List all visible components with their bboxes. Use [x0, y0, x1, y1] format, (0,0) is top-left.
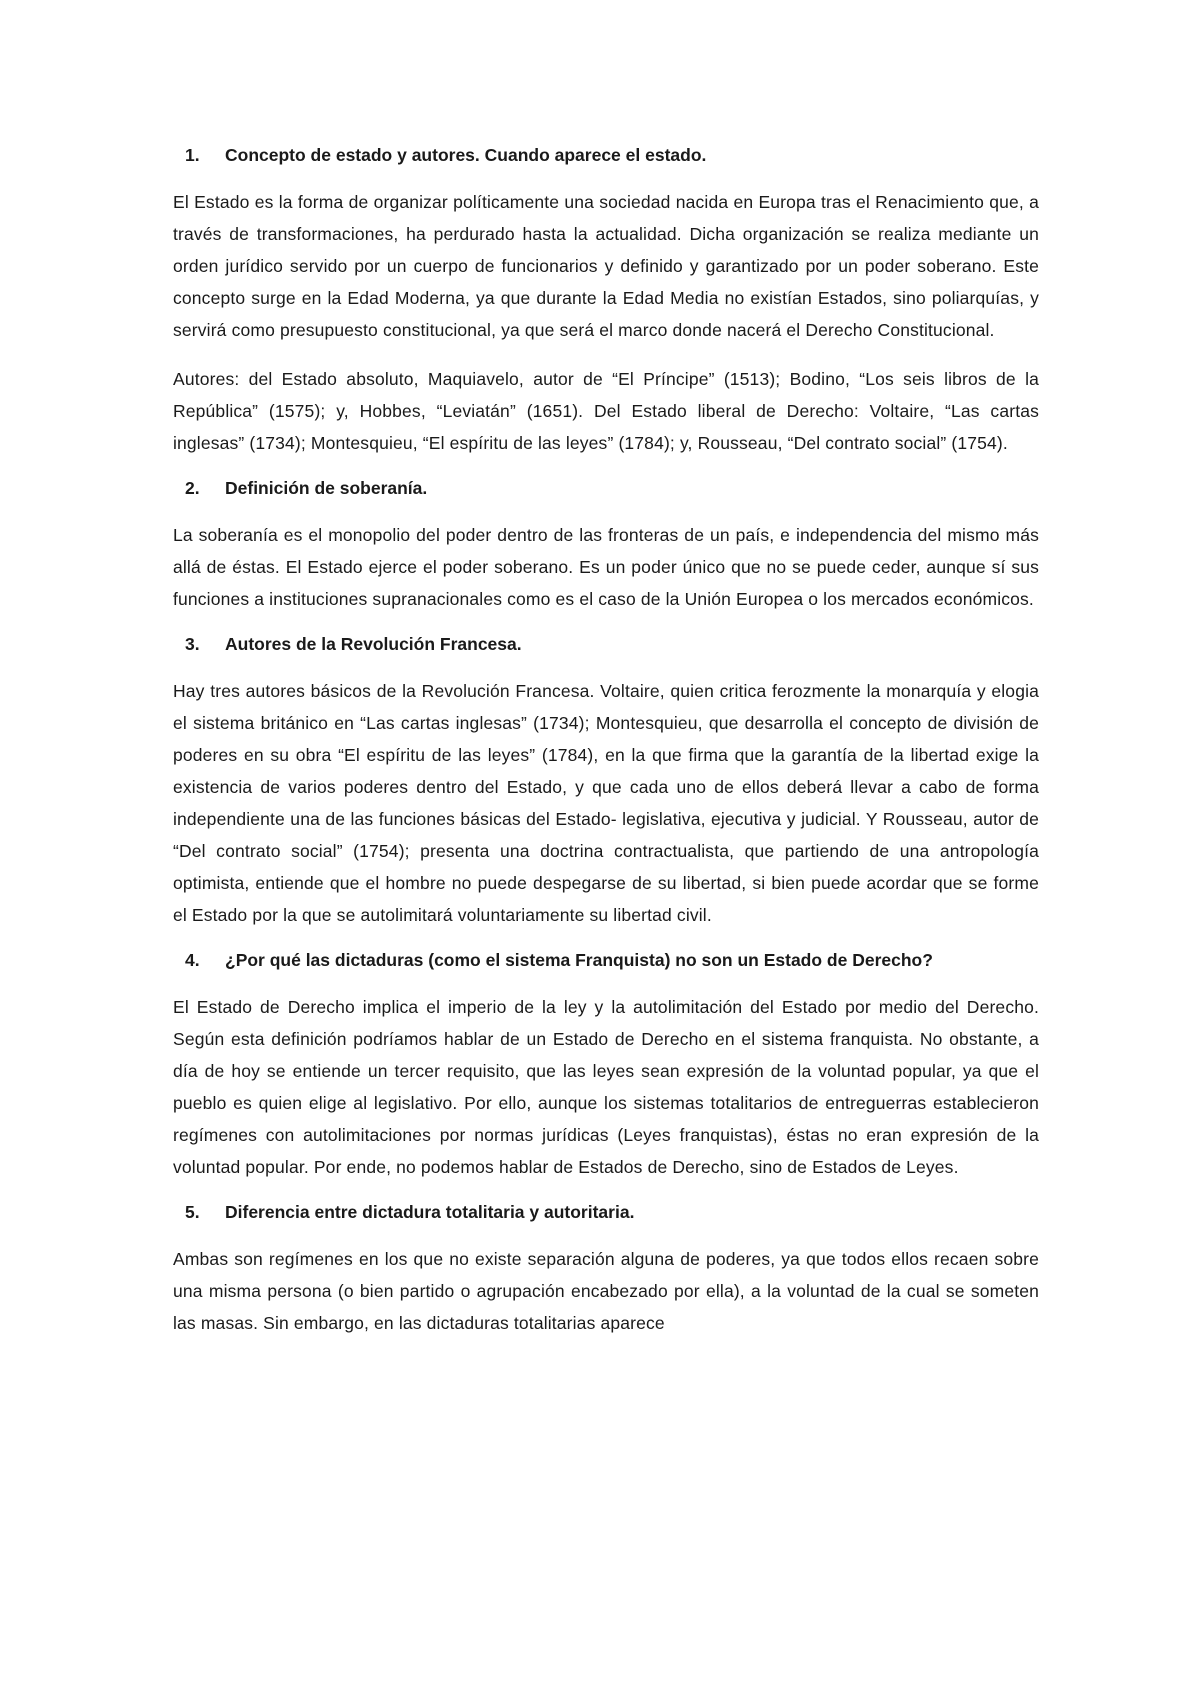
section-title: Definición de soberanía.	[225, 478, 428, 498]
section-title: Diferencia entre dictadura totalitaria y autoritaria.	[225, 1202, 635, 1222]
section-2-heading	[173, 476, 1039, 500]
section-3-paragraph-1: Hay tres autores básicos de la Revolución Francesa. Voltaire, quien critica ferozmente la monarquía y elogia el sistema británico en “Las cartas inglesas” (1734); Montesquieu, que desarrolla el concepto de división de poderes en su obra “El espíritu de las leyes” (1784), en la que firma que la garantía de la libertad exige la existencia de varios poderes dentro del Estado, y que cada uno de ellos deberá llevar a cabo de forma independiente una de las funciones básicas del Estado- legislativa, ejecutiva y judicial. Y Rousseau, autor de “Del contrato social” (1754); presenta una doctrina contractualista, que partiendo de una antropología optimista, entiende que el hombre no puede despegarse de su libertad, si bien puede acordar que se forme el Estado por la que se autolimitará voluntariamente su libertad civil.	[173, 681, 1039, 925]
section-title: Autores de la Revolución Francesa.	[225, 634, 522, 654]
section-5-heading	[173, 1200, 1039, 1224]
section-4-heading	[173, 948, 1039, 972]
section-5-paragraph-1: Ambas son regímenes en los que no existe separación alguna de poderes, ya que todos ellos recaen sobre una misma persona (o bien partido o agrupación encabezado por ella), a la voluntad de la cual se someten las masas. Sin embargo, en las dictaduras totalitarias aparece	[173, 1249, 1039, 1333]
section-number: 2.	[185, 478, 200, 498]
section-1-paragraph-1: El Estado es la forma de organizar políticamente una sociedad nacida en Europa tras el Renacimiento que, a través de transformaciones, ha perdurado hasta la actualidad. Dicha organización se realiza mediante un orden jurídico servido por un cuerpo de funcionarios y definido y garantizado por un poder soberano. Este concepto surge en la Edad Moderna, ya que durante la Edad Media no existían Estados, sino poliarquías, y servirá como presupuesto constitucional, ya que será el marco donde nacerá el Derecho Constitucional.	[173, 192, 1039, 340]
section-title: ¿Por qué las dictaduras (como el sistema Franquista) no son un Estado de Derecho?	[225, 950, 933, 970]
section-3-heading	[173, 632, 1039, 656]
document-body	[173, 143, 1039, 1356]
section-1-paragraph-2: Autores: del Estado absoluto, Maquiavelo, autor de “El Príncipe” (1513); Bodino, “Los seis libros de la República” (1575); y, Hobbes, “Leviatán” (1651). Del Estado liberal de Derecho: Voltaire, “Las cartas inglesas” (1734); Montesquieu, “El espíritu de las leyes” (1784); y, Rousseau, “Del contrato social” (1754).	[173, 369, 1039, 453]
section-number: 5.	[185, 1202, 200, 1222]
section-1-heading	[173, 143, 1039, 167]
section-4-paragraph-1: El Estado de Derecho implica el imperio de la ley y la autolimitación del Estado por medio del Derecho. Según esta definición podríamos hablar de un Estado de Derecho en el sistema franquista. No obstante, a día de hoy se entiende un tercer requisito, que las leyes sean expresión de la voluntad popular, ya que el pueblo es quien elige al legislativo. Por ello, aunque los sistemas totalitarios de entreguerras establecieron regímenes con autolimitaciones por normas jurídicas (Leyes franquistas), éstas no eran expresión de la voluntad popular. Por ende, no podemos hablar de Estados de Derecho, sino de Estados de Leyes.	[173, 997, 1039, 1177]
section-number: 4.	[185, 950, 200, 970]
section-number: 3.	[185, 634, 200, 654]
section-number: 1.	[185, 145, 200, 165]
section-title: Concepto de estado y autores. Cuando aparece el estado.	[225, 145, 707, 165]
section-2-paragraph-1: La soberanía es el monopolio del poder dentro de las fronteras de un país, e independencia del mismo más allá de éstas. El Estado ejerce el poder soberano. Es un poder único que no se puede ceder, aunque sí sus funciones a instituciones supranacionales como es el caso de la Unión Europea o los mercados económicos.	[173, 525, 1039, 609]
